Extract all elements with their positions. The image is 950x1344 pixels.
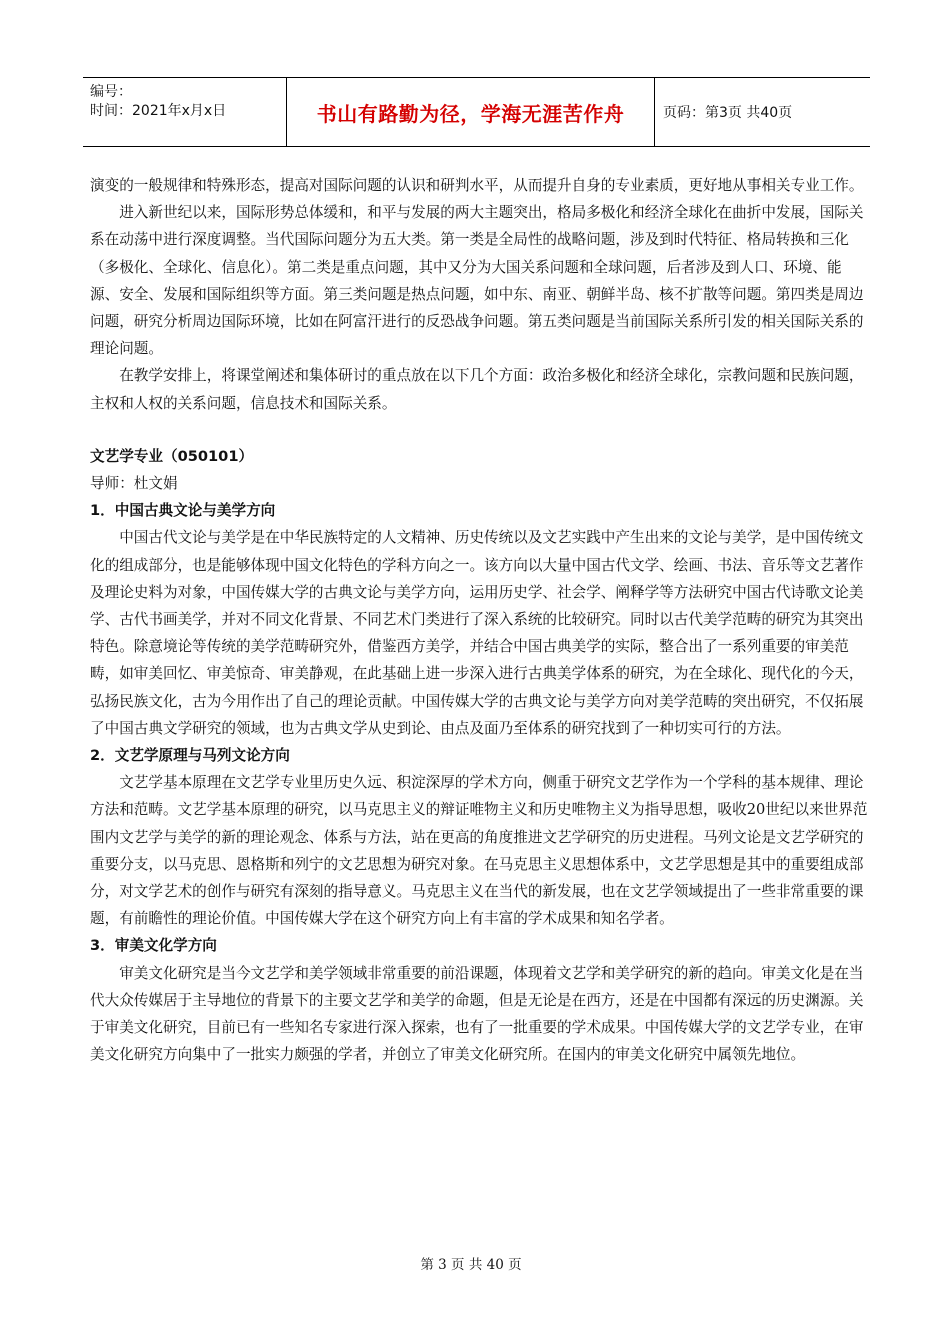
body-paragraph: 在教学安排上，将课堂阐述和集体研讨的重点放在以下几个方面：政治多极化和经济全球化，宗教问题和民族问题，主权和人权的关系问题，信息技术和国际关系。 [90, 367, 864, 412]
section-heading: 3．审美文化学方向 [90, 937, 217, 955]
page-number-footer: 第 3 页 共 40 页 [420, 1257, 522, 1273]
section-paragraph: 文艺学基本原理在文艺学专业里历史久远、积淀深厚的学术方向，侧重于研究文艺学作为一个学科的基本规律、理论方法和范畴。文艺学基本原理的研究，以马克思主义的辩证唯物主义和历史唯物主义为指导思想，吸收20世纪以来世界范围内文艺学与美学的新的理论观念、体系与方法，站在更高的角度推进文艺学研究的历史进程。马列文论是文艺学研究的重要分支，以马克思、恩格斯和列宁的文艺思想为研究对象。在马克思主义思想体系中，文艺学思想是其中的重要组成部分，对文学艺术的创作与研究有深刻的指导意义。马克思主义在当代的新发展，也在文艺学领域提出了一些非常重要的课题，有前瞻性的理论价值。中国传媒大学在这个研究方向上有丰富的学术成果和知名学者。 [90, 774, 868, 928]
header-motto: 书山有路勤为径，学海无涯苦作舟 [286, 78, 655, 146]
section-spacer [90, 417, 868, 443]
section-paragraph: 审美文化研究是当今文艺学和美学领域非常重要的前沿课题，体现着文艺学和美学研究的新的趋向。审美文化是在当代大众传媒居于主导地位的背景下的主要文艺学和美学的命题，但是无论是在西方，还是在中国都有深远的历史渊源。关于审美文化研究，目前已有一些知名专家进行深入探索，也有了一批重要的学术成果。中国传媒大学的文艺学专业，在审美文化研究方向集中了一批实力颇强的学者，并创立了审美文化研究所。在国内的审美文化研究中属领先地位。 [90, 964, 864, 1064]
page-header [83, 77, 870, 147]
document-number-label: 编号： [90, 84, 132, 100]
header-left [90, 83, 286, 121]
body-paragraph: 演变的一般规律和特殊形态，提高对国际问题的认识和研判水平，从而提升自身的专业素质，更好地从事相关专业工作。 [90, 177, 864, 194]
section-heading: 2．文艺学原理与马列文论方向 [90, 747, 290, 765]
document-time-label: 时间：2021年x月x日 [90, 103, 227, 119]
page-footer [0, 1253, 950, 1273]
section-paragraph: 中国古代文论与美学是在中华民族特定的人文精神、历史传统以及文艺实践中产生出来的文论与美学，是中国传统文化的组成部分，也是能够体现中国文化特色的学科方向之一。该方向以大量中国古代文学、绘画、书法、音乐等文艺著作及理论史料为对象，中国传媒大学的古典文论与美学方向，运用历史学、社会学、阐释学等方法研究中国古代诗歌文论美学、古代书画美学，并对不同文化背景、不同艺术门类进行了深入系统的比较研究。同时以古代美学范畴的研究为其突出特色。除意境论等传统的美学范畴研究外，借鉴西方美学，并结合中国古典美学的实际，整合出了一系列重要的审美范畴，如审美回忆、审美惊奇、审美静观，在此基础上进一步深入进行古典美学体系的研究，为在全球化、现代化的今天，弘扬民族文化，古为今用作出了自己的理论贡献。中国传媒大学的古典文论与美学方向对美学范畴的突出研究，不仅拓展了中国古典文学研究的领域，也为古典文学从史到论、由点及面乃至体系的研究找到了一种切实可行的方法。 [90, 529, 864, 737]
section-heading: 1．中国古典文论与美学方向 [90, 502, 276, 520]
body-paragraph: 进入新世纪以来，国际形势总体缓和，和平与发展的两大主题突出，格局多极化和经济全球化在曲折中发展，国际关系在动荡中进行深度调整。当代国际问题分为五大类。第一类是全局性的战略问题，涉及到时代特征、格局转换和三化（多极化、全球化、信息化）。第二类是重点问题，其中又分为大国关系问题和全球问题，后者涉及到人口、环境、能源、安全、发展和国际组织等方面。第三类问题是热点问题，如中东、南亚、朝鲜半岛、核不扩散等问题。第四类是周边问题，研究分析周边国际环境，比如在阿富汗进行的反恐战争问题。第五类问题是当前国际关系所引发的相关国际关系的理论问题。 [90, 204, 864, 358]
document-body [90, 172, 868, 1069]
advisor-line: 导师：杜文娟 [90, 475, 178, 493]
major-title: 文艺学专业（050101） [90, 447, 254, 465]
header-page-info: 页码：第3页 共40页 [663, 105, 793, 121]
